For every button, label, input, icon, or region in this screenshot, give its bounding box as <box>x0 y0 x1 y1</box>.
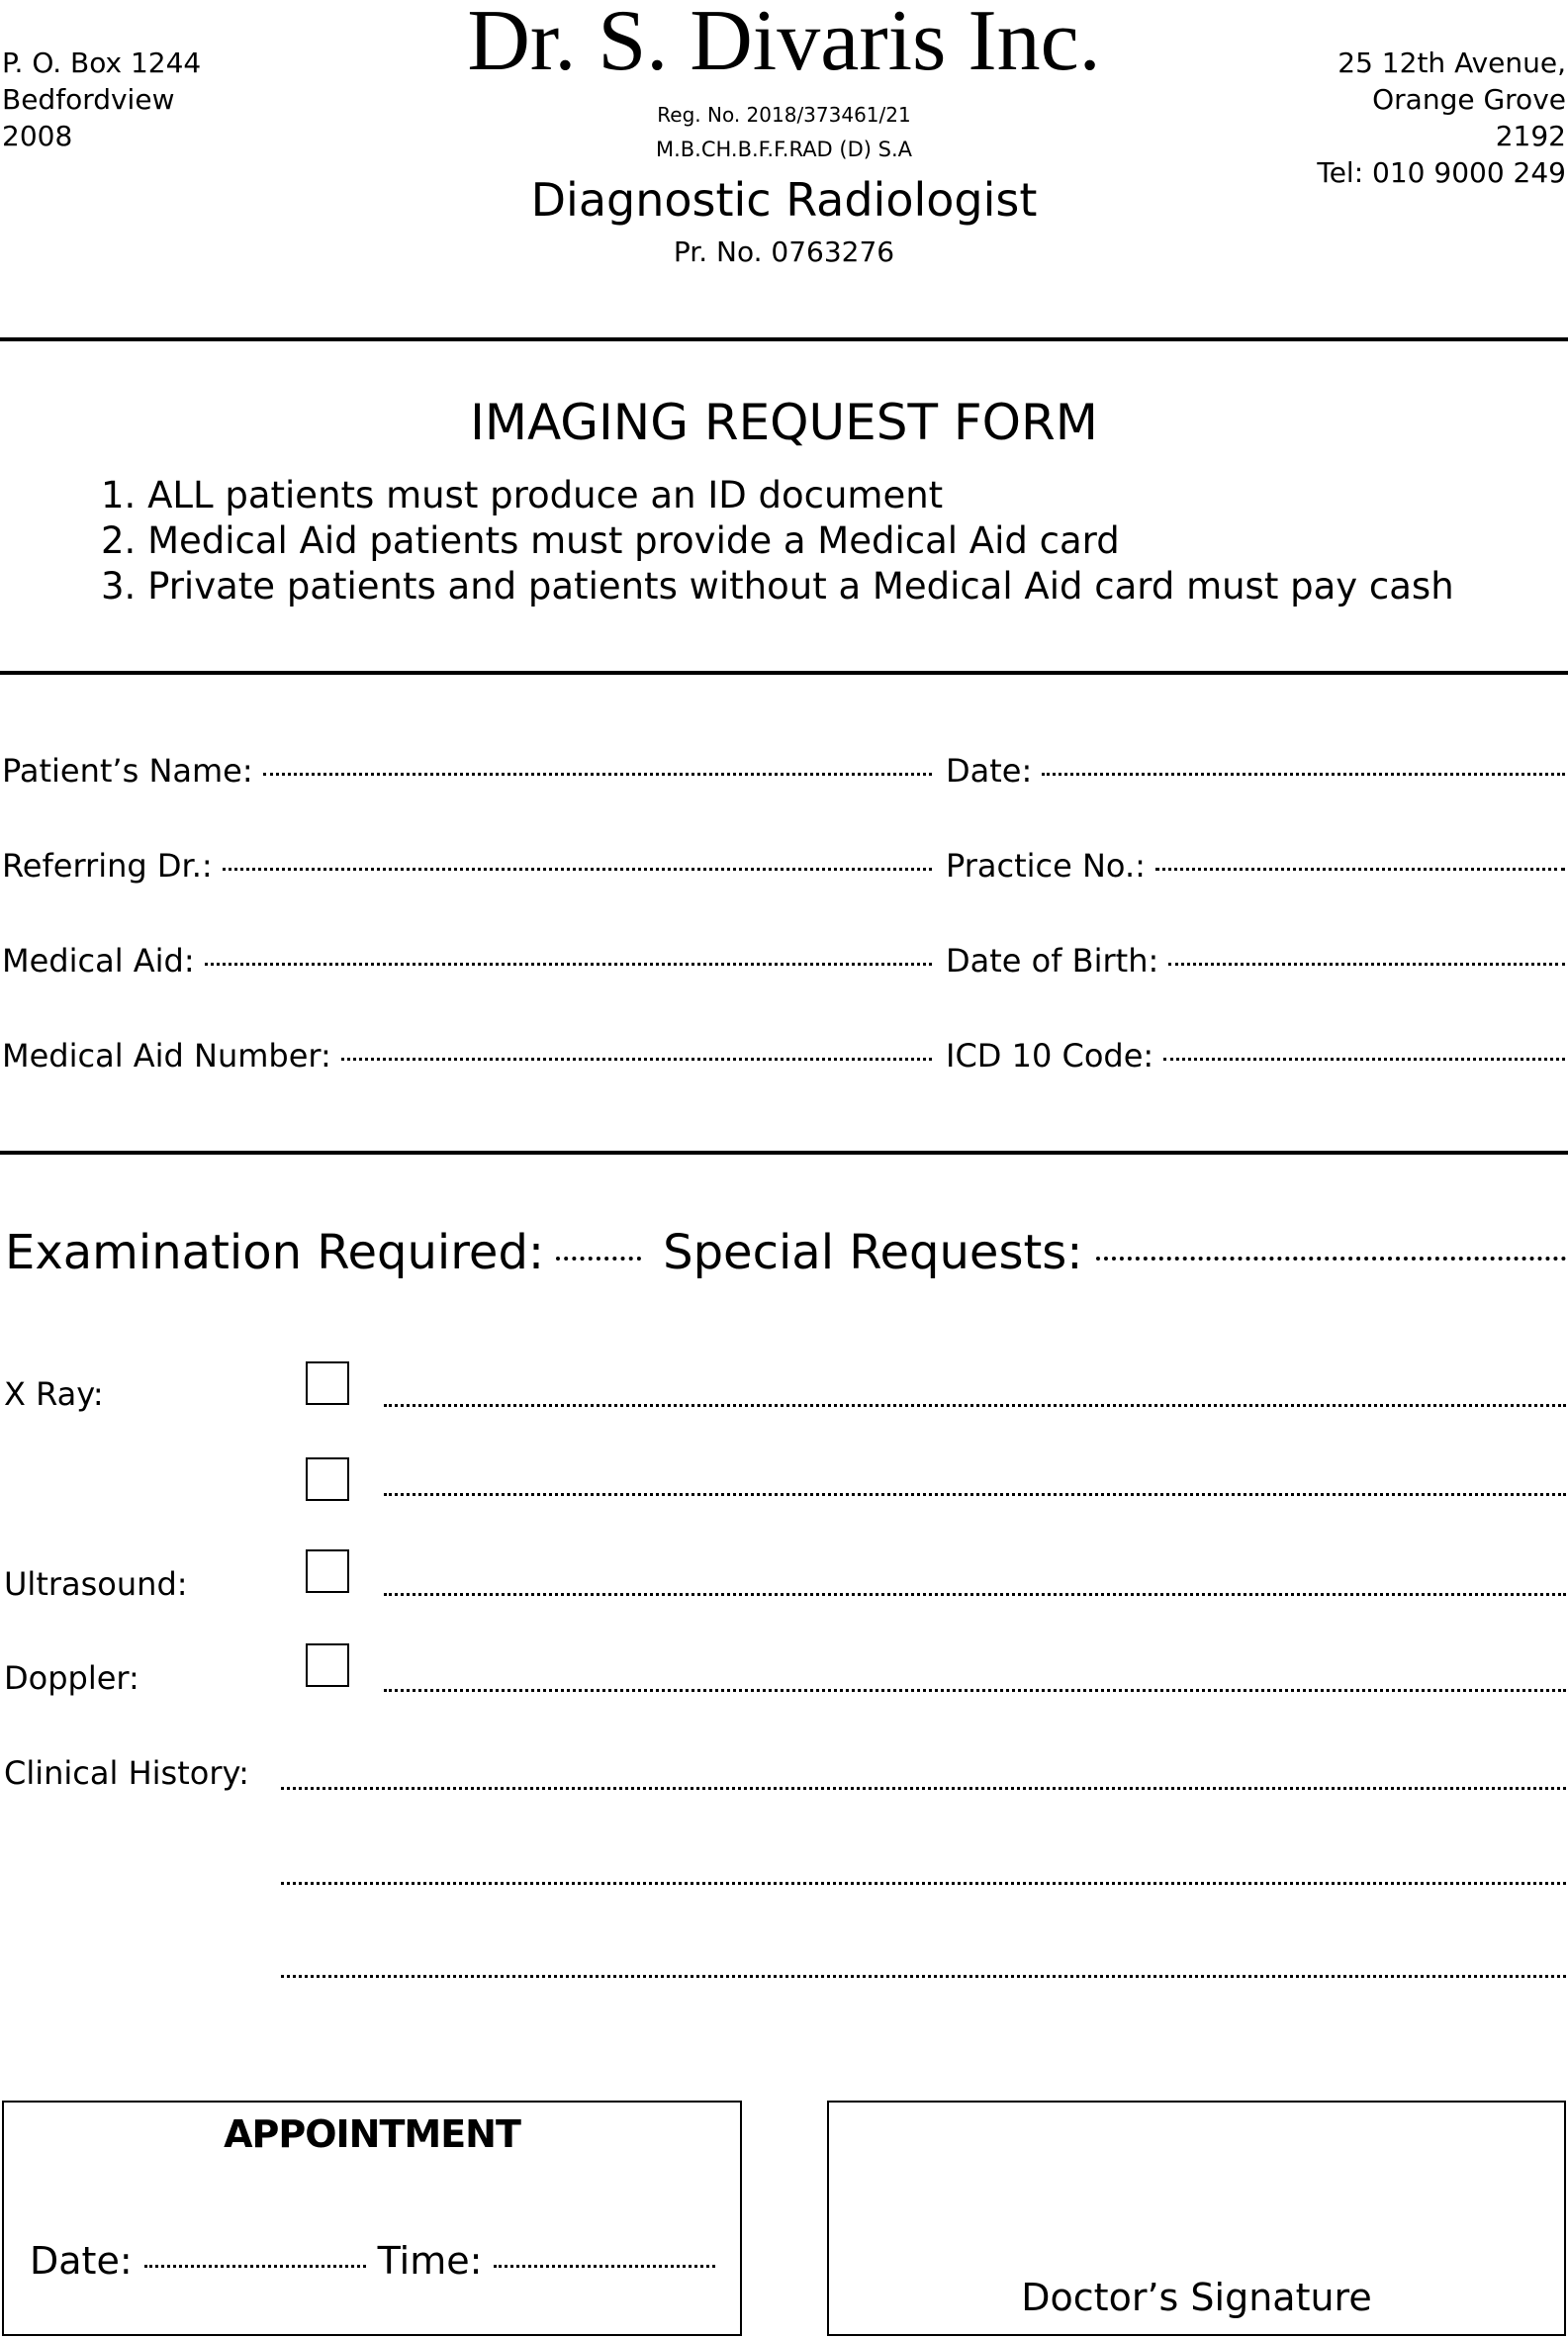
ultrasound-label: Ultrasound: <box>4 1565 188 1603</box>
patient-name-line[interactable] <box>263 772 932 776</box>
postal-address-line: 2008 <box>2 120 73 152</box>
practice-no-label: Practice No.: <box>946 847 1146 885</box>
medical-aid-label: Medical Aid: <box>2 942 195 980</box>
special-requests-label: Special Requests: <box>663 1225 1083 1280</box>
icd10-code-field[interactable] <box>946 1037 1565 1075</box>
date-of-birth-label: Date of Birth: <box>946 942 1159 980</box>
patient-rules <box>101 473 1454 609</box>
medical-aid-number-line[interactable] <box>341 1057 932 1061</box>
form-title: IMAGING REQUEST FORM <box>470 394 1098 451</box>
rule-item: 1. ALL patients must produce an ID document <box>101 474 944 516</box>
clinical-history-label: Clinical History: <box>4 1754 249 1792</box>
rule-item: 3. Private patients and patients without a Medical Aid card must pay cash <box>101 565 1454 608</box>
fields-divider <box>0 1151 1568 1155</box>
ultrasound-line[interactable] <box>384 1592 1566 1596</box>
specialty: Diagnostic Radiologist <box>530 173 1038 227</box>
street-address <box>1317 45 1566 191</box>
clinical-history-line[interactable] <box>281 1881 1566 1885</box>
field-row <box>0 942 1568 982</box>
examination-heading <box>5 1225 1566 1280</box>
street-address-line: 2192 <box>1495 120 1566 152</box>
patient-name-label: Patient’s Name: <box>2 752 253 790</box>
postal-address-line: Bedfordview <box>2 83 175 116</box>
street-address-line: Orange Grove <box>1372 83 1566 116</box>
date-field[interactable] <box>946 752 1565 790</box>
phone-number: Tel: 010 9000 249 <box>1317 156 1566 189</box>
xray-line-2[interactable] <box>384 1492 1566 1496</box>
doppler-label: Doppler: <box>4 1659 139 1697</box>
medical-aid-number-label: Medical Aid Number: <box>2 1037 331 1075</box>
rules-divider <box>0 671 1568 675</box>
xray-label: X Ray: <box>4 1375 104 1413</box>
referring-dr-label: Referring Dr.: <box>2 847 213 885</box>
patient-name-field[interactable] <box>2 752 932 790</box>
practice-name: Dr. S. Divaris Inc. <box>467 0 1101 89</box>
date-line[interactable] <box>1042 772 1565 776</box>
special-requests-line[interactable] <box>1096 1256 1566 1261</box>
rule-item: 2. Medical Aid patients must provide a Medical Aid card <box>101 519 1120 562</box>
date-of-birth-field[interactable] <box>946 942 1565 980</box>
appointment-time-label: Time: <box>377 2239 483 2283</box>
signature-label: Doctor’s Signature <box>1021 2276 1372 2319</box>
qualifications: M.B.CH.B.F.F.RAD (D) S.A <box>655 138 913 161</box>
appointment-box <box>2 2101 742 2336</box>
header-divider <box>0 337 1568 341</box>
xray-checkbox-2[interactable] <box>306 1457 349 1501</box>
xray-checkbox[interactable] <box>306 1361 349 1405</box>
field-row <box>0 752 1568 792</box>
icd10-code-line[interactable] <box>1163 1057 1565 1061</box>
doppler-checkbox[interactable] <box>306 1643 349 1687</box>
field-row <box>0 1037 1568 1076</box>
appointment-date-label: Date: <box>30 2239 133 2283</box>
xray-line[interactable] <box>384 1403 1566 1407</box>
examination-required-label: Examination Required: <box>5 1225 545 1280</box>
referring-dr-field[interactable] <box>2 847 932 885</box>
signature-box[interactable] <box>827 2101 1566 2336</box>
practice-number: Pr. No. 0763276 <box>673 235 895 268</box>
street-address-line: 25 12th Avenue, <box>1337 47 1566 79</box>
registration-number: Reg. No. 2018/373461/21 <box>657 103 911 127</box>
practice-no-field[interactable] <box>946 847 1565 885</box>
appointment-title: APPOINTMENT <box>224 2112 520 2156</box>
medical-aid-line[interactable] <box>205 962 932 966</box>
appointment-date-time <box>30 2239 722 2283</box>
doppler-line[interactable] <box>384 1688 1566 1692</box>
ultrasound-checkbox[interactable] <box>306 1549 349 1593</box>
clinical-history-line[interactable] <box>281 1786 1566 1790</box>
date-of-birth-line[interactable] <box>1168 962 1565 966</box>
appointment-time-line[interactable] <box>494 2264 715 2268</box>
clinical-history-line[interactable] <box>281 1974 1566 1978</box>
referring-dr-line[interactable] <box>223 867 932 871</box>
postal-address-line: P. O. Box 1244 <box>2 47 202 79</box>
date-label: Date: <box>946 752 1033 790</box>
field-row <box>0 847 1568 887</box>
medical-aid-field[interactable] <box>2 942 932 980</box>
appointment-date-line[interactable] <box>144 2264 366 2268</box>
medical-aid-number-field[interactable] <box>2 1037 932 1075</box>
examination-required-line[interactable] <box>556 1256 641 1261</box>
practice-no-line[interactable] <box>1155 867 1565 871</box>
icd10-code-label: ICD 10 Code: <box>946 1037 1154 1075</box>
